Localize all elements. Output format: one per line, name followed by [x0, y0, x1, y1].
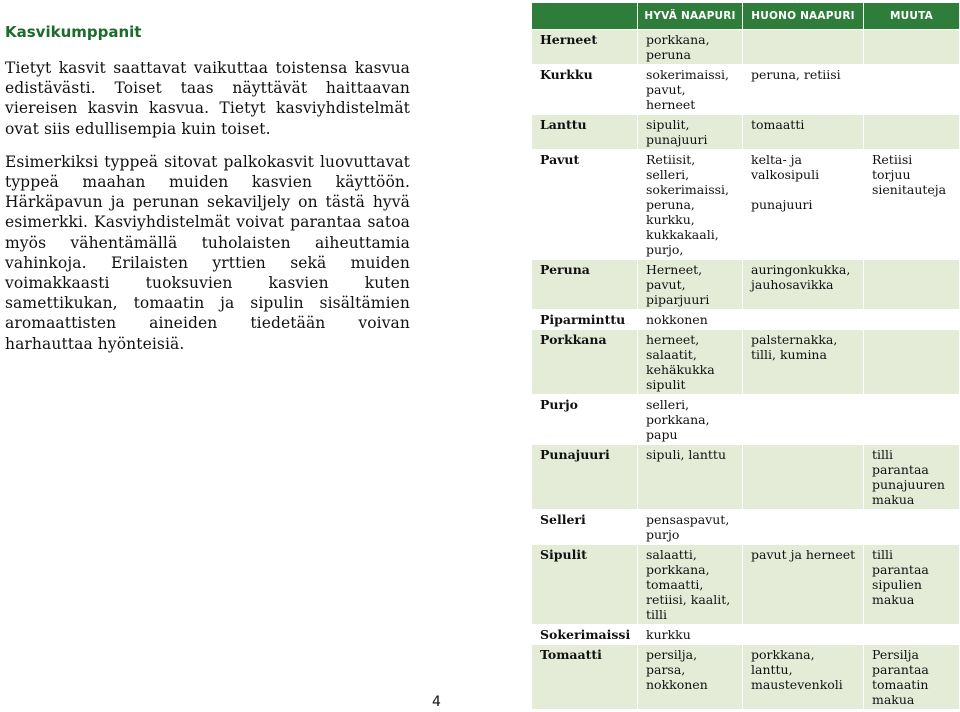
bad-neighbor-cell [743, 330, 864, 395]
cell-line: tomaatti [751, 117, 805, 132]
plant-name-cell: Kurkku [532, 65, 638, 115]
plant-name-cell: Lanttu [532, 115, 638, 150]
cell-line: sipulit [646, 377, 686, 392]
table-header-row [532, 3, 960, 30]
cell-line: lanttu, [751, 662, 793, 677]
bad-neighbor-cell [743, 310, 864, 330]
header-plant [532, 3, 638, 30]
cell-line: makua [872, 492, 915, 507]
header-bad-neighbor: HUONO NAAPURI [743, 3, 864, 30]
plant-name-cell: Purjo [532, 395, 638, 445]
bad-neighbor-cell [743, 65, 864, 115]
other-neighbor-cell [864, 30, 960, 65]
good-neighbor-cell [638, 545, 743, 625]
good-neighbor-cell [638, 330, 743, 395]
table-row [532, 545, 960, 625]
cell-line: tomaatin [872, 677, 929, 692]
cell-line: retiisi, kaalit, [646, 592, 731, 607]
cell-line: sienitauteja [872, 182, 947, 197]
companion-plants-table [531, 2, 960, 710]
other-neighbor-cell [864, 545, 960, 625]
table-row [532, 310, 960, 330]
cell-line: sokerimaissi, [646, 67, 729, 82]
cell-line: kehäkukka [646, 362, 715, 377]
plant-name-cell: Porkkana [532, 330, 638, 395]
good-neighbor-cell [638, 30, 743, 65]
bad-neighbor-cell [743, 260, 864, 310]
cell-line: Retiisit, [646, 152, 696, 167]
cell-line: makua [872, 592, 915, 607]
cell-line: tilli [872, 447, 894, 462]
plant-name-cell: Selleri [532, 510, 638, 545]
bad-neighbor-cell [743, 645, 864, 710]
cell-line: Herneet, [646, 262, 703, 277]
other-neighbor-cell [864, 645, 960, 710]
cell-line: parantaa [872, 662, 929, 677]
cell-line: purjo, [646, 242, 684, 257]
cell-line: peruna, retiisi [751, 67, 841, 82]
plant-name-cell: Herneet [532, 30, 638, 65]
text-column [5, 22, 410, 367]
good-neighbor-cell [638, 260, 743, 310]
bad-neighbor-cell [743, 445, 864, 510]
table-row [532, 645, 960, 710]
cell-line: jauhosavikka [751, 277, 834, 292]
cell-line: peruna [646, 47, 691, 62]
cell-line: pensaspavut, [646, 512, 730, 527]
good-neighbor-cell [638, 65, 743, 115]
other-neighbor-cell [864, 260, 960, 310]
cell-line: Persilja [872, 647, 919, 662]
good-neighbor-cell [638, 625, 743, 645]
table-row [532, 395, 960, 445]
cell-line: punajuuren [872, 477, 945, 492]
plant-name-cell: Punajuuri [532, 445, 638, 510]
other-neighbor-cell [864, 510, 960, 545]
bad-neighbor-cell [743, 115, 864, 150]
cell-line: maustevenkoli [751, 677, 843, 692]
table-row [532, 445, 960, 510]
other-neighbor-cell [864, 395, 960, 445]
plant-name-cell: Tomaatti [532, 645, 638, 710]
cell-line: sokerimaissi, [646, 182, 729, 197]
good-neighbor-cell [638, 395, 743, 445]
table-row [532, 330, 960, 395]
cell-line: tomaatti, [646, 577, 704, 592]
cell-line: peruna, [646, 197, 695, 212]
bad-neighbor-cell [743, 510, 864, 545]
other-neighbor-cell [864, 115, 960, 150]
cell-line: sipulien [872, 577, 922, 592]
cell-line: sipuli, lanttu [646, 447, 727, 462]
bad-neighbor-cell [743, 150, 864, 260]
cell-line: nokkonen [646, 312, 708, 327]
plant-name-cell: Sokerimaissi [532, 625, 638, 645]
table-row [532, 625, 960, 645]
cell-line: sipulit, [646, 117, 690, 132]
plant-name-cell: Sipulit [532, 545, 638, 625]
companion-table [531, 2, 959, 710]
cell-line: nokkonen [646, 677, 708, 692]
cell-line: parsa, [646, 662, 686, 677]
header-good-neighbor: HYVÄ NAAPURI [638, 3, 743, 30]
good-neighbor-cell [638, 150, 743, 260]
table-row [532, 510, 960, 545]
cell-line: porkkana, [646, 562, 710, 577]
other-neighbor-cell [864, 330, 960, 395]
table-row [532, 115, 960, 150]
cell-line: pavut, [646, 82, 686, 97]
cell-line: pavut, [646, 277, 686, 292]
paragraph: Tietyt kasvit saattavat vaikuttaa toistensa kasvua edistävästi. Toiset taas näyttävät haittaavan viereisen kasvin kasvua. Tietyt kasviyhdistelmät ovat siis edullisempia kuin toiset. [5, 59, 410, 138]
cell-line: porkkana, [646, 32, 710, 47]
cell-line: kelta- ja [751, 152, 802, 167]
cell-line: salaatit, [646, 347, 697, 362]
cell-line [751, 182, 859, 197]
cell-line: parantaa [872, 562, 929, 577]
cell-line: purjo [646, 527, 680, 542]
bad-neighbor-cell [743, 395, 864, 445]
cell-line: palsternakka, [751, 332, 838, 347]
cell-line: porkkana, [751, 647, 815, 662]
bad-neighbor-cell [743, 30, 864, 65]
good-neighbor-cell [638, 115, 743, 150]
cell-line: papu [646, 427, 678, 442]
cell-line: kurkku [646, 627, 691, 642]
cell-line: valkosipuli [751, 167, 820, 182]
good-neighbor-cell [638, 510, 743, 545]
cell-line: pavut ja herneet [751, 547, 856, 562]
cell-line: auringonkukka, [751, 262, 851, 277]
other-neighbor-cell [864, 150, 960, 260]
cell-line: porkkana, [646, 412, 710, 427]
plant-name-cell: Peruna [532, 260, 638, 310]
good-neighbor-cell [638, 645, 743, 710]
cell-line: punajuuri [751, 197, 813, 212]
bad-neighbor-cell [743, 625, 864, 645]
cell-line: parantaa [872, 462, 929, 477]
section-heading: Kasvikumppanit [5, 23, 142, 41]
cell-line: herneet [646, 97, 696, 112]
table-row [532, 30, 960, 65]
cell-line: kukkakaali, [646, 227, 719, 242]
paragraph: Esimerkiksi typpeä sitovat palkokasvit luovuttavat typpeä maahan muiden kasvien käyttöön. Härkäpavun ja perunan sekaviljely on tästä hyvä esimerkki. Kasviyhdistelmät voivat parantaa satoa myös vähentämällä tuholaisten aiheuttamia vahinkoja. Erilaisten yrttien sekä muiden voimakkaasti tuoksuvien kasvien kuten samettikukan, tomaatin ja sipulin sisältämien aromaattisten aineiden tiedetään voivan harhauttaa hyönteisiä. [5, 152, 410, 353]
plant-name-cell: Piparminttu [532, 310, 638, 330]
cell-line: tilli [872, 547, 894, 562]
bad-neighbor-cell [743, 545, 864, 625]
header-other: MUUTA [864, 3, 960, 30]
cell-line: tilli [646, 607, 668, 622]
table-row [532, 150, 960, 260]
other-neighbor-cell [864, 310, 960, 330]
good-neighbor-cell [638, 445, 743, 510]
cell-line: persilja, [646, 647, 698, 662]
cell-line: herneet, [646, 332, 700, 347]
cell-line: selleri, [646, 167, 690, 182]
cell-line: punajuuri [646, 132, 708, 147]
other-neighbor-cell [864, 625, 960, 645]
other-neighbor-cell [864, 445, 960, 510]
cell-line: kurkku, [646, 212, 695, 227]
cell-line: piparjuuri [646, 292, 710, 307]
table-row [532, 260, 960, 310]
cell-line: tilli, kumina [751, 347, 827, 362]
cell-line: Retiisi [872, 152, 913, 167]
plant-name-cell: Pavut [532, 150, 638, 260]
cell-line: torjuu [872, 167, 911, 182]
table-row [532, 65, 960, 115]
cell-line: selleri, [646, 397, 690, 412]
cell-line: makua [872, 692, 915, 707]
page-number: 4 [432, 694, 441, 710]
cell-line: salaatti, [646, 547, 697, 562]
other-neighbor-cell [864, 65, 960, 115]
good-neighbor-cell [638, 310, 743, 330]
